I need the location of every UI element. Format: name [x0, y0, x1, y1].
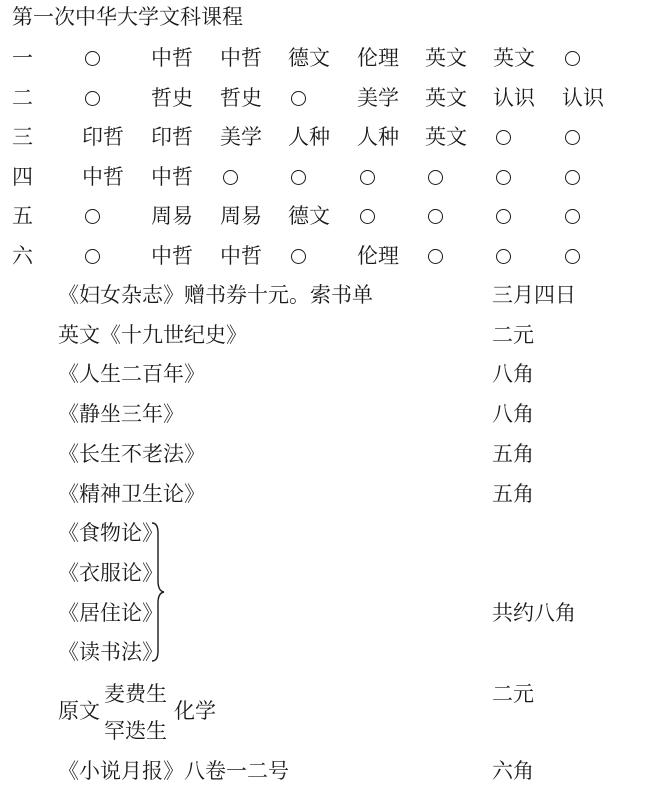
book-price: 五角: [492, 441, 534, 466]
book-price: 八角: [492, 402, 534, 427]
course-cell: 中哲: [151, 243, 193, 268]
course-cell: 哲史: [220, 85, 262, 110]
course-cell: 中哲: [82, 164, 124, 189]
course-cell: 中哲: [151, 164, 193, 189]
group-book-name: 《衣服论》: [58, 560, 163, 585]
schedule-row: [0, 243, 654, 274]
course-cell: 周易: [220, 204, 262, 228]
original-subject: 化学: [174, 699, 216, 723]
book-name: 《人生二百年》: [58, 362, 205, 387]
group-book-name: 《居住论》: [58, 600, 163, 625]
empty-slot-icon: [357, 206, 375, 228]
book-name: 《妇女杂志》赠书券十元。索书单: [58, 283, 373, 307]
course-cell: 美学: [357, 85, 399, 110]
empty-slot-icon: [562, 167, 580, 189]
book-price: 三月四日: [492, 283, 576, 307]
course-cell: 英文: [425, 125, 467, 149]
empty-slot-icon: [493, 206, 511, 228]
course-cell: 中哲: [220, 243, 262, 268]
book-price: 五角: [492, 481, 534, 506]
last-book-name: 《小说月报》八卷一二号: [58, 759, 289, 783]
course-cell: 印哲: [151, 125, 193, 149]
group-book-name: 《食物论》: [58, 521, 163, 546]
empty-slot-icon: [425, 167, 443, 189]
empty-slot-icon: [562, 206, 580, 228]
day-label: 六: [12, 243, 33, 268]
empty-slot-icon: [493, 246, 511, 268]
group-book-name: 《读书法》: [58, 640, 163, 665]
empty-slot-icon: [357, 167, 375, 189]
course-cell: 英文: [493, 46, 535, 70]
course-cell: 人种: [357, 125, 399, 149]
empty-slot-icon: [425, 246, 443, 268]
course-cell: 哲史: [151, 85, 193, 110]
course-cell: 中哲: [151, 46, 193, 70]
course-cell: 人种: [288, 125, 330, 149]
last-book-price: 六角: [492, 759, 534, 783]
day-label: 二: [12, 85, 33, 110]
empty-slot-icon: [562, 246, 580, 268]
empty-slot-icon: [82, 88, 100, 110]
book-name: 《静坐三年》: [58, 402, 184, 427]
course-cell: 认识: [562, 85, 604, 110]
schedule-row: [0, 127, 654, 155]
course-cell: 英文: [425, 85, 467, 110]
day-label: 三: [12, 125, 33, 149]
course-cell: 伦理: [357, 243, 399, 268]
day-label: 五: [12, 204, 33, 228]
book-name: 英文《十九世纪史》: [58, 322, 247, 347]
empty-slot-icon: [425, 206, 443, 228]
course-cell: 认识: [493, 85, 535, 110]
book-price: 二元: [492, 322, 534, 347]
empty-slot-icon: [493, 127, 511, 149]
empty-slot-icon: [562, 48, 580, 70]
course-cell: 伦理: [357, 46, 399, 70]
group-price: 共约八角: [492, 600, 576, 625]
schedule-row: [0, 206, 654, 234]
book-price: 八角: [492, 362, 534, 387]
course-cell: 美学: [220, 125, 262, 149]
schedule-row: [0, 48, 654, 76]
original-author-bottom: 罕迭生: [104, 719, 167, 743]
course-cell: 周易: [151, 204, 193, 228]
day-label: 四: [12, 164, 33, 189]
book-name: 《长生不老法》: [58, 441, 205, 466]
course-cell: 德文: [288, 204, 330, 228]
course-cell: 印哲: [82, 125, 124, 149]
course-cell: 中哲: [220, 46, 262, 70]
page-title: 第一次中华大学文科课程: [12, 5, 243, 29]
empty-slot-icon: [82, 48, 100, 70]
schedule-row: [0, 164, 654, 195]
empty-slot-icon: [220, 167, 238, 189]
day-label: 一: [12, 46, 33, 70]
course-cell: 德文: [288, 46, 330, 70]
original-author-top: 麦费生: [104, 682, 167, 706]
empty-slot-icon: [288, 167, 306, 189]
empty-slot-icon: [82, 206, 100, 228]
empty-slot-icon: [288, 88, 306, 110]
course-cell: 英文: [425, 46, 467, 70]
empty-slot-icon: [82, 246, 100, 268]
empty-slot-icon: [288, 246, 306, 268]
empty-slot-icon: [562, 127, 580, 149]
brace-icon: [150, 521, 166, 663]
schedule-row: [0, 85, 654, 116]
original-price: 二元: [492, 682, 534, 706]
empty-slot-icon: [493, 167, 511, 189]
original-prefix: 原文: [58, 699, 100, 723]
book-name: 《精神卫生论》: [58, 481, 205, 506]
